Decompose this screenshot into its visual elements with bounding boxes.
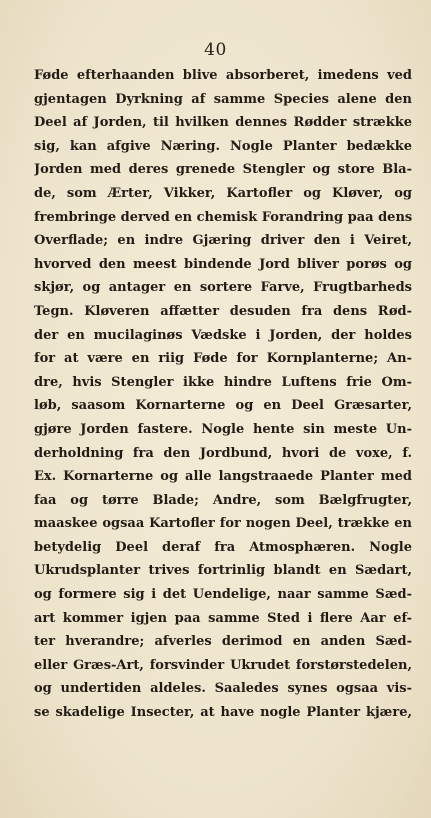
- text-line: se skadelige Insecter, at have nogle Planter kjære,: [34, 705, 412, 721]
- text-line: Overflade; en indre Gjæring driver den i Veiret,: [34, 233, 412, 249]
- text-line: hvorved den meest bindende Jord bliver porøs og: [34, 256, 412, 272]
- text-line: der en mucilaginøs Vædske i Jorden, der holdes: [34, 327, 412, 343]
- text-line: frembringe derved en chemisk Forandring paa dens: [34, 209, 412, 225]
- text-line: betydelig Deel deraf fra Atmosphæren. Nogle: [34, 539, 412, 555]
- text-line: faa og tørre Blade; Andre, som Bælgfrugter,: [34, 492, 412, 508]
- page-number: 40: [204, 40, 227, 60]
- text-line: Tegn. Kløveren affætter desuden fra dens Rød-: [34, 303, 412, 319]
- text-line: Føde efterhaanden blive absorberet, imedens ved: [34, 68, 412, 83]
- text-line: eller Græs-Art, forsvinder Ukrudet forstørstedelen,: [34, 657, 412, 673]
- text-line: Ukrudsplanter trives fortrinlig blandt en Sædart,: [34, 563, 412, 579]
- text-line: og undertiden aldeles. Saaledes synes ogsaa vis-: [34, 681, 412, 697]
- text-line: maaskee ogsaa Kartofler for nogen Deel, trække en: [34, 516, 412, 532]
- text-line: sig, kan afgive Næring. Nogle Planter bedække: [34, 138, 412, 154]
- text-line: for at være en riig Føde for Kornplanterne; An-: [34, 351, 412, 367]
- text-line: ter hverandre; afverles derimod en anden Sæd-: [34, 634, 412, 650]
- text-line: Jorden med deres grenede Stengler og store Bla-: [34, 162, 412, 178]
- body-text: [34, 64, 412, 725]
- text-line: de, som Ærter, Vikker, Kartofler og Kløver, og: [34, 185, 412, 201]
- text-line: dre, hvis Stengler ikke hindre Luftens frie Om-: [34, 374, 412, 390]
- text-line: gjentagen Dyrkning af samme Species alene den: [34, 91, 412, 107]
- text-line: skjør, og antager en sortere Farve, Frugtbarheds: [34, 280, 412, 296]
- text-line: og formere sig i det Uendelige, naar samme Sæd-: [34, 587, 412, 603]
- text-line: art kommer igjen paa samme Sted i flere Aar ef-: [34, 610, 412, 626]
- text-line: derholdning fra den Jordbund, hvori de voxe, f.: [34, 445, 412, 461]
- text-line: Deel af Jorden, til hvilken dennes Rødder strække: [34, 115, 412, 131]
- text-line: gjøre Jorden fastere. Nogle hente sin meste Un-: [34, 421, 412, 437]
- text-line: løb, saasom Kornarterne og en Deel Græsarter,: [34, 398, 412, 414]
- text-line: Ex. Kornarterne og alle langstraaede Planter med: [34, 469, 412, 485]
